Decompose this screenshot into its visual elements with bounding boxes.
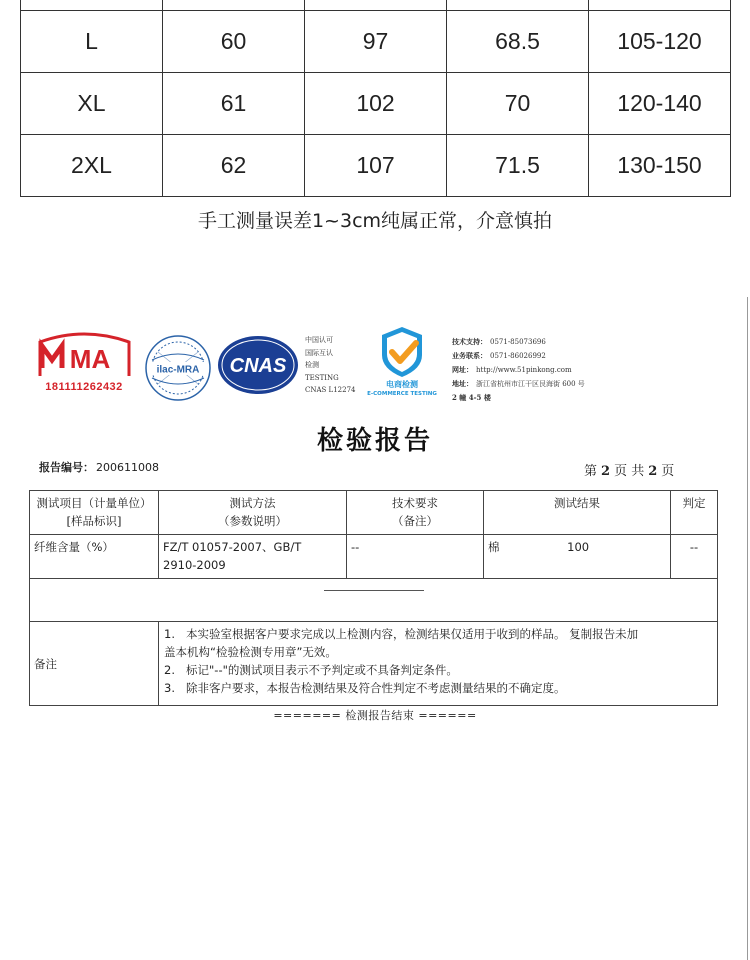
table-row xyxy=(30,535,718,579)
table-row xyxy=(21,73,731,135)
table-cell: 107 xyxy=(305,135,447,197)
cma-logo-icon xyxy=(32,332,137,396)
table-cell-size: XL xyxy=(21,73,163,135)
cnas-info-line: 检测 xyxy=(305,361,319,369)
table-header-row xyxy=(30,491,718,535)
cnas-logo-icon xyxy=(216,333,300,397)
table-cell xyxy=(305,0,447,11)
cnas-info xyxy=(305,334,355,397)
table-cell: 130-150 xyxy=(589,135,731,197)
ecommerce-testing-logo-icon xyxy=(366,323,438,397)
contact-website: 网址： http://www.51pinkong.com xyxy=(452,365,572,374)
cnas-info-line: CNAS L12274 xyxy=(305,386,356,394)
cnas-info-line: 国际互认 xyxy=(305,348,333,357)
cnas-info-line: 中国认可 xyxy=(305,336,333,344)
table-cell: 61 xyxy=(163,73,305,135)
table-cell xyxy=(447,0,589,11)
report-title: 检验报告 xyxy=(316,426,433,456)
header-result: 测试结果 xyxy=(484,491,671,535)
remarks-label: 备注 xyxy=(30,622,159,706)
cell-item: 纤维含量（%） xyxy=(30,535,159,579)
cell-requirement: -- xyxy=(347,535,484,579)
contact-address: 地址： 浙江省杭州市江干区艮海街 600 号 xyxy=(452,379,585,388)
header-judgement: 判定 xyxy=(671,491,718,535)
cma-number: 181111262432 xyxy=(45,381,123,393)
result-value: 100 xyxy=(567,540,590,554)
table-cell xyxy=(163,0,305,11)
table-cell: 70 xyxy=(447,73,589,135)
cnas-info-line: TESTING xyxy=(305,373,339,382)
ecommerce-cn: 电商检测 xyxy=(386,380,418,389)
table-cell: 105-120 xyxy=(589,11,731,73)
table-cell: 97 xyxy=(305,11,447,73)
cma-letters: MA xyxy=(69,344,111,374)
cell-result xyxy=(484,535,671,579)
header-item: 测试项目（计量单位） [样品标识] xyxy=(30,491,159,535)
table-row-remarks xyxy=(30,622,718,706)
contact-info xyxy=(452,335,585,405)
table-cell: 120-140 xyxy=(589,73,731,135)
report-page-edge xyxy=(747,297,748,960)
table-cell xyxy=(21,0,163,11)
test-result-table xyxy=(29,490,718,706)
table-cell: 60 xyxy=(163,11,305,73)
remark-line: 盖本机构“检验检测专用章”无效。 xyxy=(164,645,337,659)
remark-line: 1. 本实验室根据客户要求完成以上检测内容，检测结果仅适用于收到的样品。 复制报告未加 xyxy=(164,627,639,641)
table-cell-size: 2XL xyxy=(21,135,163,197)
header-requirement: 技术要求 （备注） xyxy=(347,491,484,535)
ilac-text: ilac-MRA xyxy=(156,364,200,376)
table-cell: 68.5 xyxy=(447,11,589,73)
contact-support: 技术支持： 0571-85073696 xyxy=(452,337,546,346)
report-end-marker: ======= 检测报告结束 ====== xyxy=(273,709,477,722)
ilac-mra-logo-icon xyxy=(144,334,212,402)
table-cell: 62 xyxy=(163,135,305,197)
table-row xyxy=(21,0,731,11)
remark-line: 3. 除非客户要求，本报告检测结果及符合性判定不考虑测量结果的不确定度。 xyxy=(164,681,566,695)
size-table xyxy=(20,0,731,197)
table-cell-size: L xyxy=(21,11,163,73)
contact-address-line2: 2 幢 4-5 楼 xyxy=(452,393,491,402)
contact-business: 业务联系： 0571-86026992 xyxy=(452,351,546,360)
divider-line xyxy=(324,590,424,591)
remark-line: 2. 标记"--"的测试项目表示不予判定或不具备判定条件。 xyxy=(164,663,458,677)
table-row-divider xyxy=(30,579,718,622)
table-cell: 71.5 xyxy=(447,135,589,197)
table-row xyxy=(21,11,731,73)
cell-method: FZ/T 01057-2007、GB/T 2910-2009 xyxy=(159,535,347,579)
result-material: 棉 xyxy=(488,540,500,554)
table-row xyxy=(21,135,731,197)
cnas-text: CNAS xyxy=(229,355,287,377)
table-cell xyxy=(589,0,731,11)
table-cell: 102 xyxy=(305,73,447,135)
ecommerce-en: E-COMMERCE TESTING xyxy=(367,391,437,397)
report-number: 报告编号： 200611008 xyxy=(39,461,159,474)
divider-cell xyxy=(30,579,718,622)
measurement-note: 手工测量误差1~3cm纯属正常，介意慎拍 xyxy=(197,210,553,232)
remarks-cell xyxy=(159,622,718,706)
cell-judgement: -- xyxy=(671,535,718,579)
page-indicator: 第 2 页 共 2 页 xyxy=(584,464,675,479)
header-method: 测试方法 （参数说明） xyxy=(159,491,347,535)
